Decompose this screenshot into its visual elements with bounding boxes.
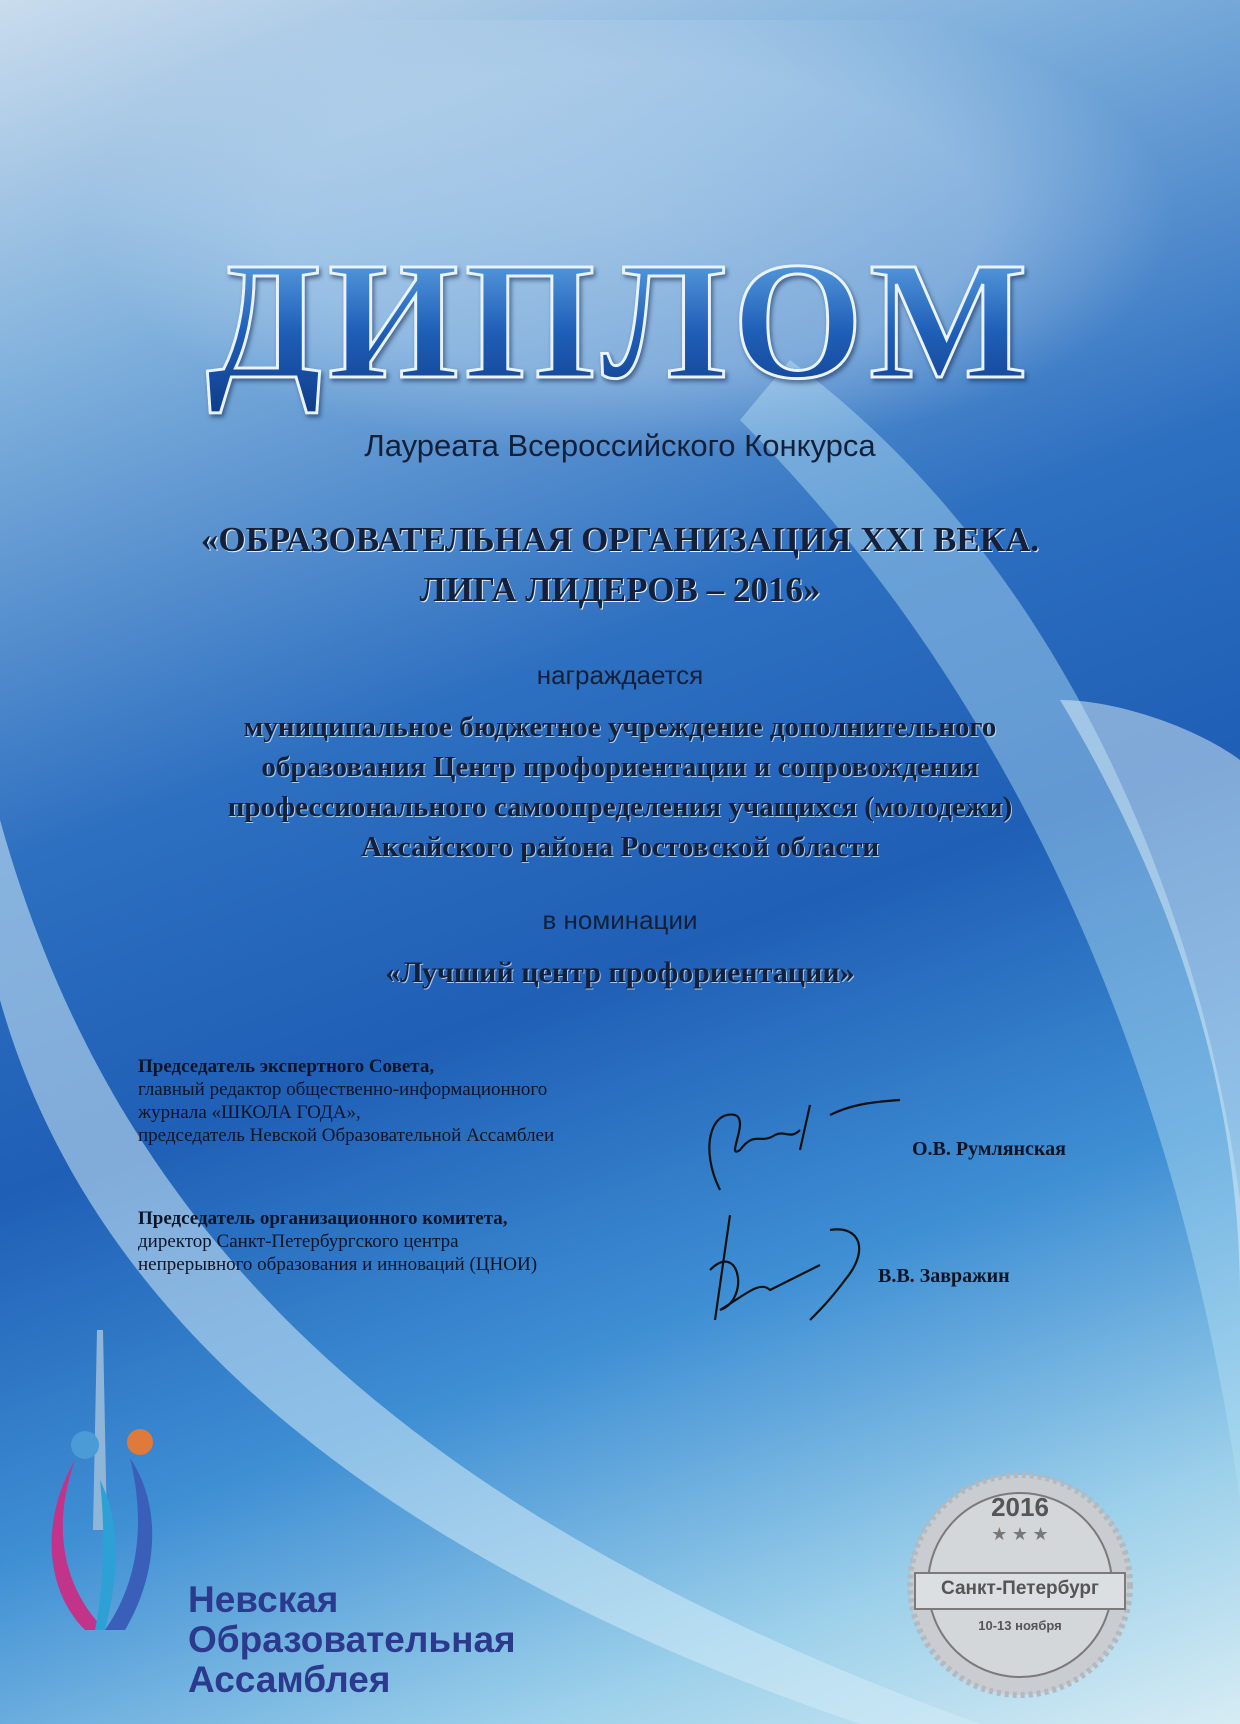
svg-text:★ ★ ★: ★ ★ ★ [991, 1524, 1049, 1544]
contest-title-line-1: «ОБРАЗОВАТЕЛЬНАЯ ОРГАНИЗАЦИЯ XXI ВЕКА. [200, 520, 1040, 559]
recipient-line: профессионального самоопределения учащихся (молодежи) [227, 791, 1013, 823]
seal-dates: 10-13 ноября [978, 1618, 1062, 1633]
signatory-1-role [138, 1055, 554, 1147]
recipient-line: образования Центр профориентации и сопровождения [261, 751, 979, 783]
role-line: главный редактор общественно-информационного [138, 1079, 548, 1100]
role-line: председатель Невской Образовательной Ассамблеи [138, 1125, 555, 1146]
assembly-logo-text [188, 1580, 516, 1700]
assembly-logo-icon [45, 1330, 185, 1650]
logo-line: Ассамблея [188, 1659, 391, 1700]
nomination-label: в номинации [542, 905, 698, 935]
signatory-2-name: В.В. Завражин [878, 1265, 1010, 1287]
diploma-title: ДИПЛОМ [0, 225, 1240, 418]
signature-1 [680, 1090, 910, 1200]
recipient [0, 707, 1240, 867]
signature-2 [670, 1210, 890, 1330]
awarded-label: награждается [536, 660, 704, 690]
recipient-line: муниципальное бюджетное учреждение дополнительного [243, 711, 997, 743]
role-line: непрерывного образования и инноваций (ЦНОИ) [138, 1254, 538, 1275]
subtitle: Лауреата Всероссийского Конкурса [364, 428, 876, 463]
recipient-line: Аксайского района Ростовской области [360, 831, 880, 863]
nomination: «Лучший центр профориентации» [385, 956, 855, 989]
signatory-2-role [138, 1207, 537, 1276]
role-line: директор Санкт-Петербургского центра [138, 1231, 459, 1252]
seal-city: Санкт-Петербург [941, 1578, 1099, 1599]
contest-title-line-2: ЛИГА ЛИДЕРОВ – 2016» [419, 570, 821, 609]
signatory-2-title: Председатель организационного комитета, [138, 1208, 508, 1229]
signatory-1-title: Председатель экспертного Совета, [138, 1056, 435, 1077]
signatory-1-name: О.В. Румлянская [912, 1138, 1066, 1160]
role-line: журнала «ШКОЛА ГОДА», [138, 1102, 361, 1123]
logo-line: Образовательная [188, 1619, 516, 1660]
event-seal [905, 1470, 1135, 1700]
seal-year: 2016 [991, 1492, 1049, 1522]
logo-line: Невская [188, 1579, 339, 1620]
